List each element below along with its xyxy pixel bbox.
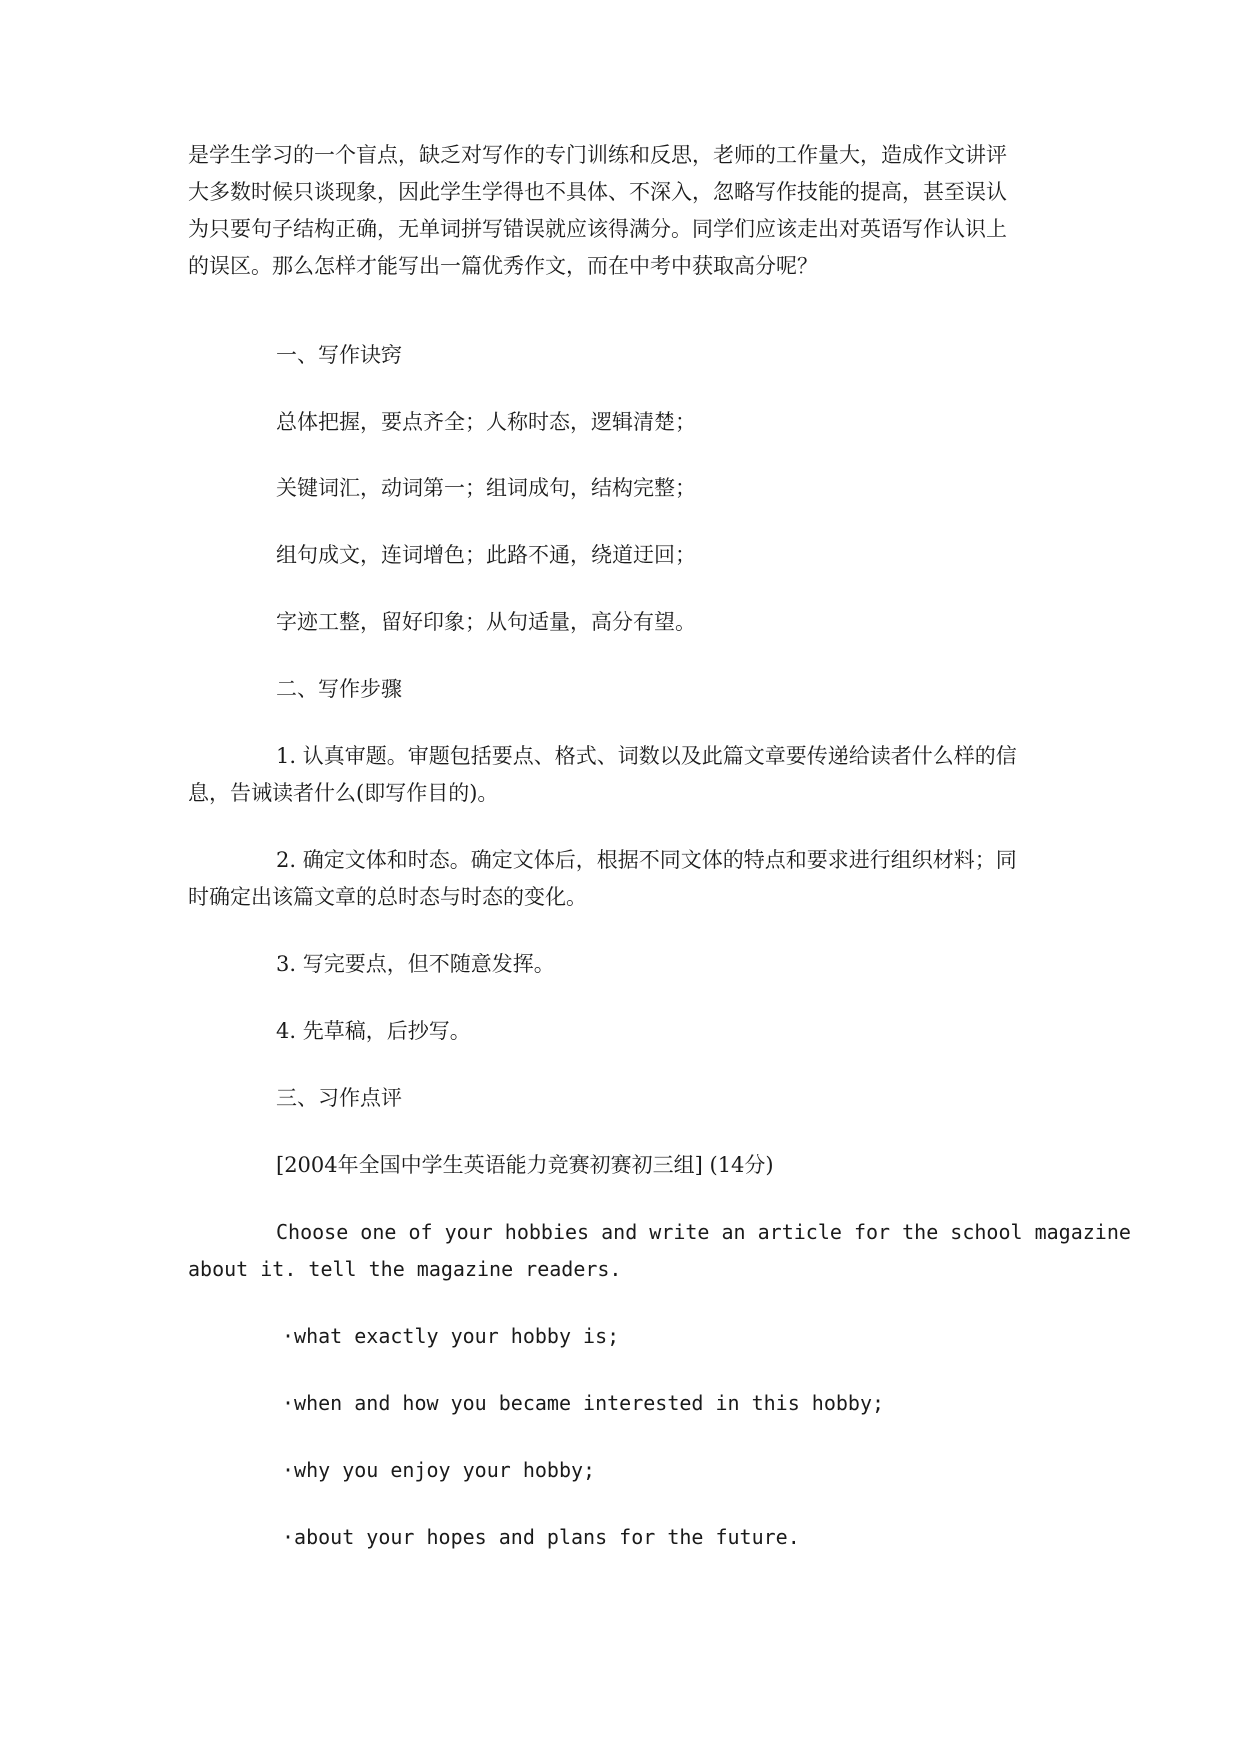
tip-line: 总体把握，要点齐全；人称时态，逻辑清楚； [276,410,696,434]
section-heading: 三、习作点评 [276,1086,402,1110]
writing-prompt: Choose one of your hobbies and write an article for the school magazine [276,1220,1131,1244]
exam-source: [2004年全国中学生英语能力竞赛初赛初三组] (14分) [276,1153,774,1177]
section-heading: 一、写作诀窍 [276,343,402,367]
prompt-bullet: ·when and how you became interested in this hobby; [282,1391,885,1415]
intro-line: 是学生学习的一个盲点，缺乏对写作的专门训练和反思，老师的工作量大，造成作文讲评 [188,143,1007,167]
tip-line: 关键词汇，动词第一；组词成句，结构完整； [276,476,696,500]
intro-line: 大多数时候只谈现象，因此学生学得也不具体、不深入，忽略写作技能的提高，甚至误认 [188,180,1007,204]
prompt-bullet: ·what exactly your hobby is; [282,1324,620,1348]
writing-prompt-continued: about it. tell the magazine readers. [188,1257,622,1281]
prompt-bullet: ·about your hopes and plans for the future. [282,1525,800,1549]
step-4: 4. 先草稿，后抄写。 [276,1019,471,1043]
step-3: 3. 写完要点，但不随意发挥。 [276,952,555,976]
prompt-bullet: ·why you enjoy your hobby; [282,1458,596,1482]
step-2-continued: 时确定出该篇文章的总时态与时态的变化。 [188,885,587,909]
step-2: 2. 确定文体和时态。确定文体后，根据不同文体的特点和要求进行组织材料；同 [276,848,1017,872]
step-1: 1. 认真审题。审题包括要点、格式、词数以及此篇文章要传递给读者什么样的信 [276,744,1017,768]
intro-line: 的误区。那么怎样才能写出一篇优秀作文，而在中考中获取高分呢？ [188,254,818,278]
intro-line: 为只要句子结构正确，无单词拼写错误就应该得满分。同学们应该走出对英语写作认识上 [188,217,1007,241]
tip-line: 字迹工整，留好印象；从句适量，高分有望。 [276,610,696,634]
section-heading: 二、写作步骤 [276,677,402,701]
tip-line: 组句成文，连词增色；此路不通，绕道迂回； [276,543,696,567]
step-1-continued: 息，告诫读者什么(即写作目的)。 [188,781,499,805]
